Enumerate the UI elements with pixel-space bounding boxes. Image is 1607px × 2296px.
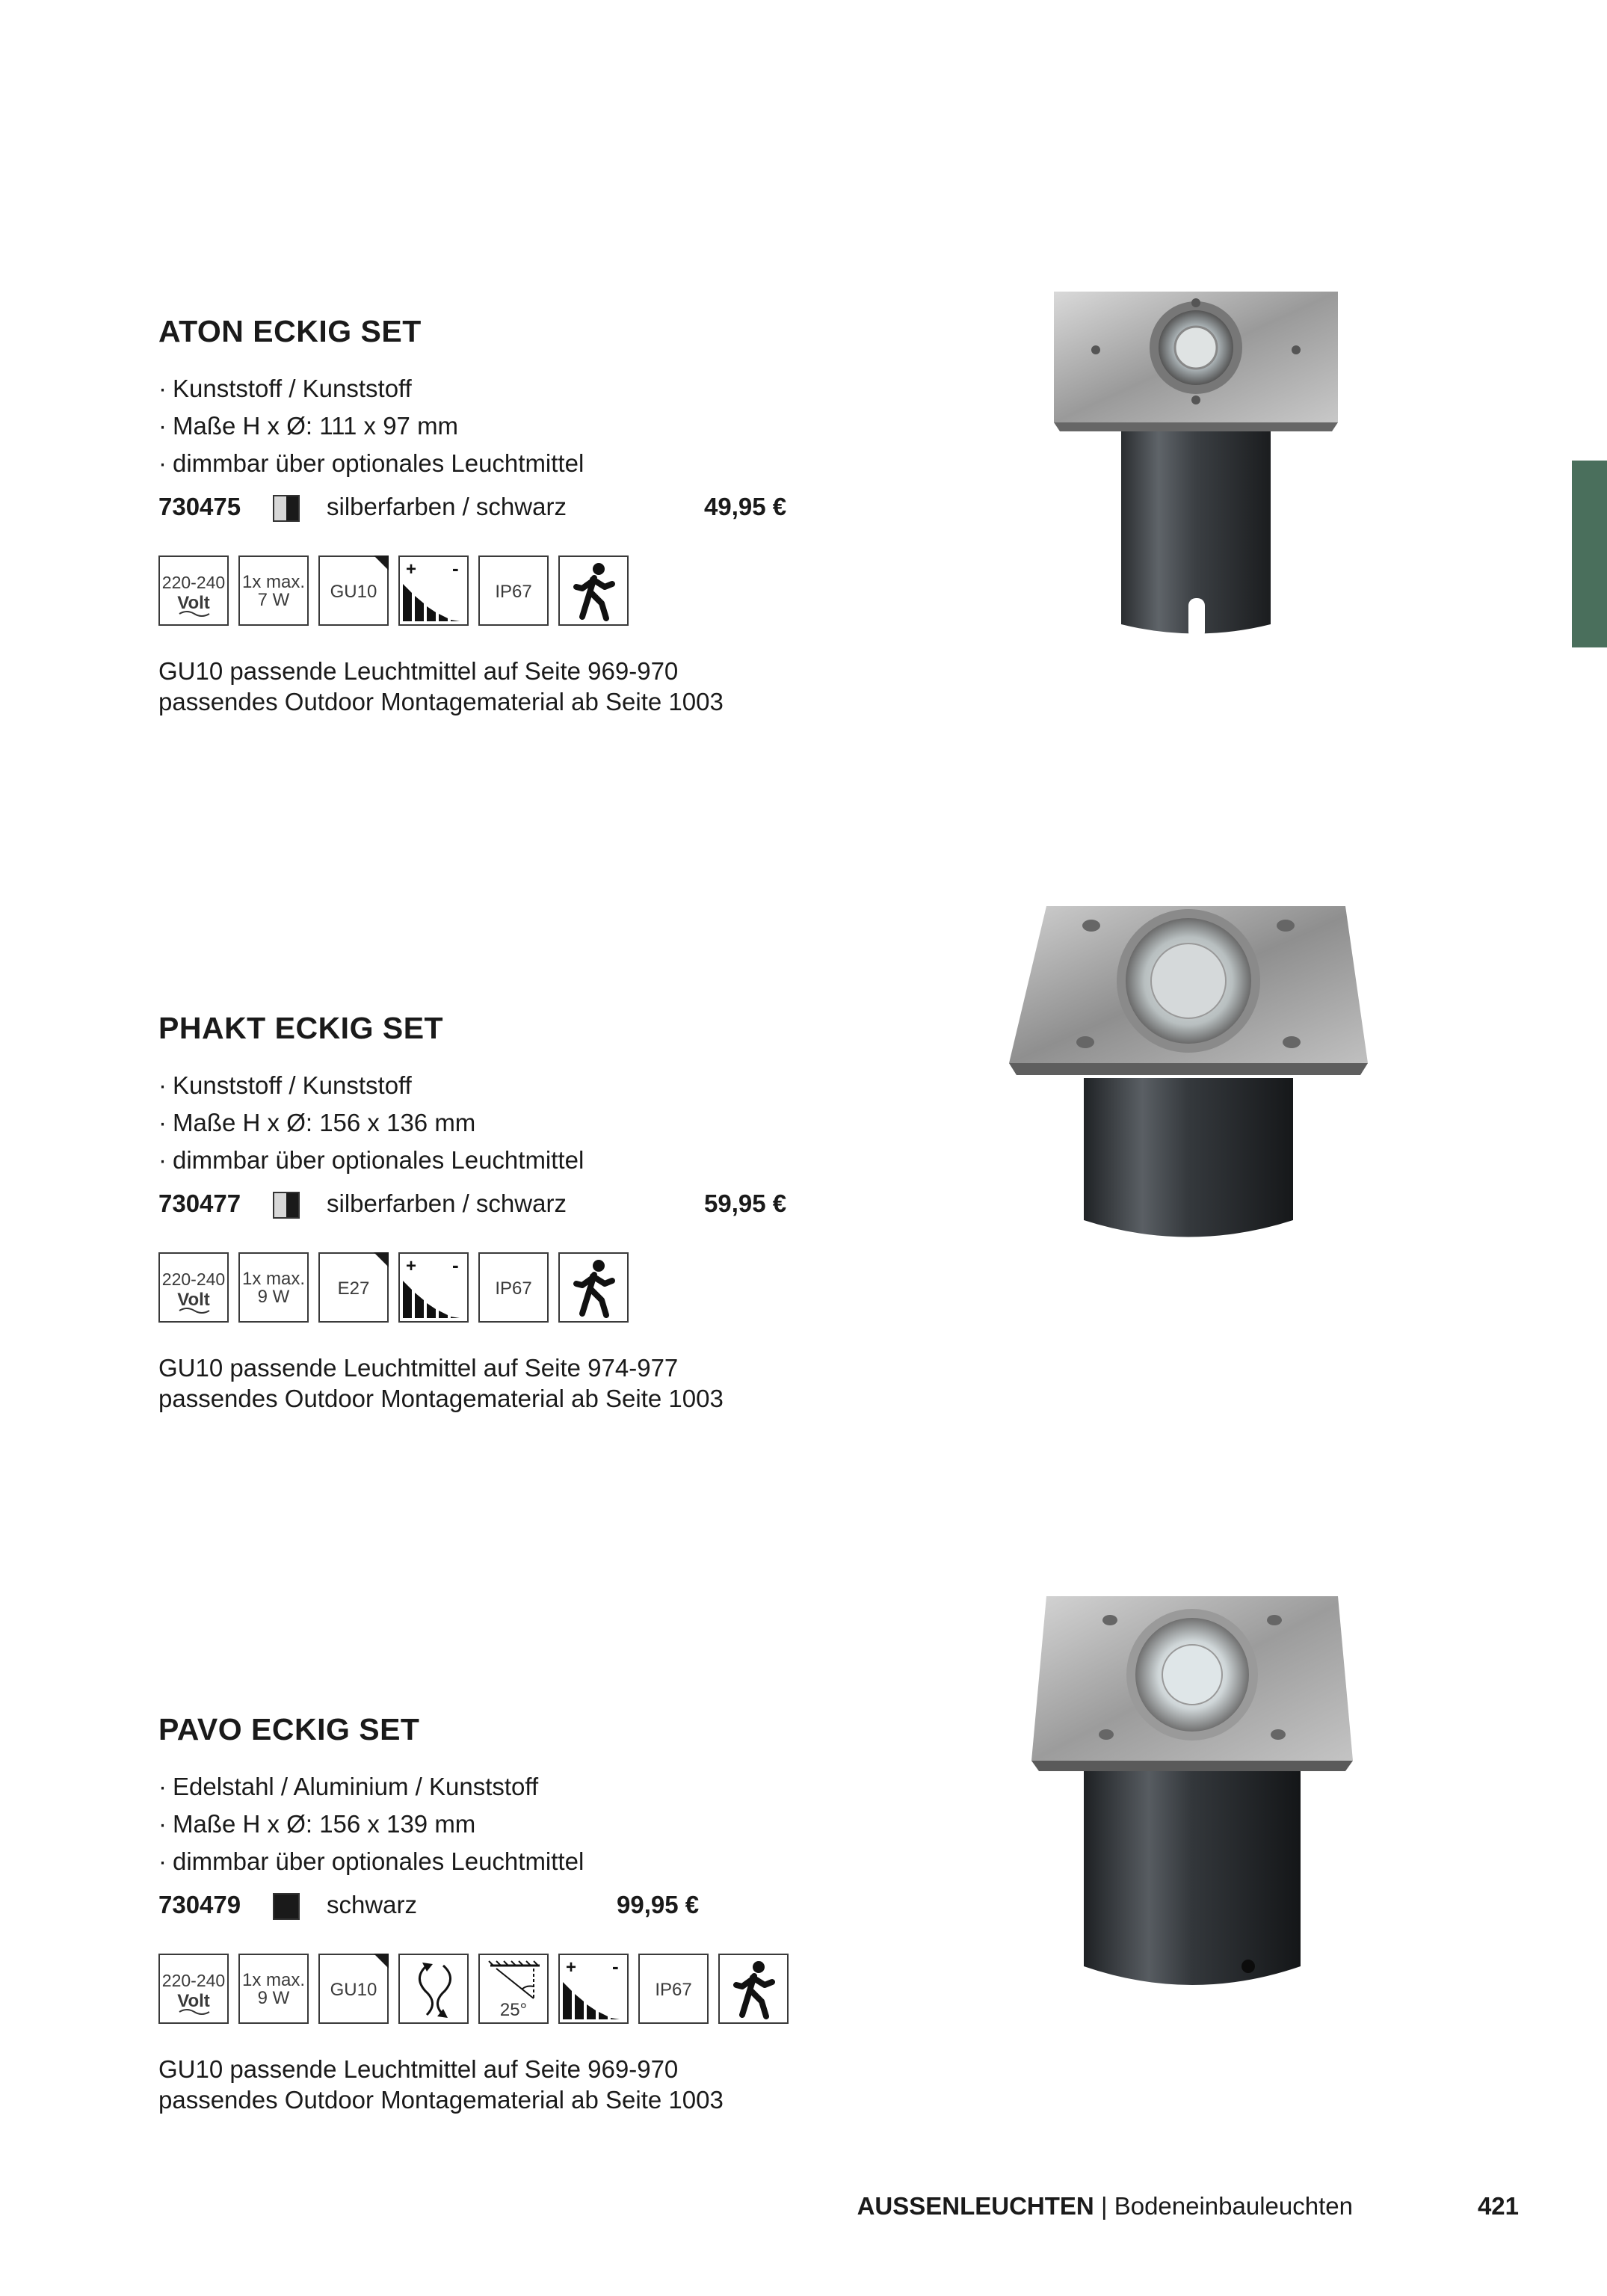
note-line: GU10 passende Leuchtmittel auf Seite 969-970 <box>158 2055 679 2083</box>
order-row <box>158 492 906 522</box>
voltage-icon: 220-240 Volt <box>158 555 229 626</box>
product-title: ATON ECKIG SET <box>158 314 422 348</box>
dimmable-icon <box>558 1954 629 2024</box>
notes <box>158 1352 724 1414</box>
walk-on-icon <box>558 555 629 626</box>
feature-list <box>158 1768 584 1880</box>
order-row <box>158 1890 906 1920</box>
footer-category: AUSSENLEUCHTEN | Bodeneinbauleuchten <box>857 2192 1353 2220</box>
dimmable-icon <box>398 555 469 626</box>
article-number: 730479 <box>158 1891 241 1918</box>
svg-text:-: - <box>612 1955 619 1978</box>
price: 99,95 € <box>617 1891 700 1918</box>
voltage-icon: 220-240 Volt <box>158 1954 229 2024</box>
note-line: passendes Outdoor Montagematerial ab Seite 1003 <box>158 688 724 715</box>
svg-text:+: + <box>406 1256 417 1276</box>
color-swatch-icon <box>273 1893 300 1920</box>
feature-item: · Maße H x Ø: 156 x 136 mm <box>158 1104 584 1142</box>
order-row <box>158 1189 906 1219</box>
notes <box>158 2054 724 2115</box>
feature-item: · Maße H x Ø: 156 x 139 mm <box>158 1806 584 1843</box>
color-name: silberfarben / schwarz <box>327 493 567 520</box>
voltage-icon: 220-240 Volt <box>158 1252 229 1323</box>
note-line: GU10 passende Leuchtmittel auf Seite 974-977 <box>158 1354 679 1382</box>
svg-text:+: + <box>566 1957 577 1978</box>
product-photo-pavo <box>1024 1589 1360 2007</box>
socket-icon: GU10 <box>318 1954 389 2024</box>
feature-list <box>158 370 584 482</box>
rotatable-icon <box>398 1954 469 2024</box>
article-number: 730477 <box>158 1189 241 1217</box>
walk-on-icon <box>558 1252 629 1323</box>
product-pavo <box>0 1712 1607 2161</box>
product-title: PAVO ECKIG SET <box>158 1712 420 1746</box>
feature-item: · Kunststoff / Kunststoff <box>158 370 584 407</box>
wattage-icon: 1x max. 9 W <box>238 1252 309 1323</box>
page-number: 421 <box>1477 2192 1519 2220</box>
svg-text:+: + <box>406 559 417 579</box>
color-name: silberfarben / schwarz <box>327 1189 567 1217</box>
product-phakt <box>0 1011 1607 1459</box>
wattage-icon: 1x max. 9 W <box>238 1954 309 2024</box>
socket-icon: E27 <box>318 1252 389 1323</box>
feature-list <box>158 1067 584 1179</box>
ip-rating-icon: IP67 <box>478 1252 549 1323</box>
feature-item: · Kunststoff / Kunststoff <box>158 1067 584 1104</box>
article-number: 730475 <box>158 493 241 520</box>
feature-item: · dimmbar über optionales Leuchtmittel <box>158 1142 584 1179</box>
product-photo-phakt <box>1002 899 1383 1250</box>
color-swatch-icon <box>273 495 300 522</box>
note-line: passendes Outdoor Montagematerial ab Seite 1003 <box>158 1385 724 1412</box>
product-photo-aton <box>1024 284 1353 658</box>
svg-text:-: - <box>452 557 459 579</box>
ip-rating-icon: IP67 <box>638 1954 709 2024</box>
color-swatch-icon <box>273 1192 300 1219</box>
feature-item: · Edelstahl / Aluminium / Kunststoff <box>158 1768 584 1806</box>
socket-icon: GU10 <box>318 555 389 626</box>
notes <box>158 656 724 717</box>
feature-item: · Maße H x Ø: 111 x 97 mm <box>158 407 584 445</box>
feature-item: · dimmbar über optionales Leuchtmittel <box>158 445 584 482</box>
ip-rating-icon: IP67 <box>478 555 549 626</box>
price: 49,95 € <box>704 493 787 520</box>
walk-on-icon <box>718 1954 789 2024</box>
feature-item: · dimmbar über optionales Leuchtmittel <box>158 1843 584 1880</box>
note-line: GU10 passende Leuchtmittel auf Seite 969-970 <box>158 657 679 685</box>
beam-angle-icon: 25° <box>478 1954 549 2024</box>
price: 59,95 € <box>704 1189 787 1217</box>
svg-text:-: - <box>452 1254 459 1276</box>
dimmable-icon <box>398 1252 469 1323</box>
product-aton <box>0 314 1607 763</box>
product-title: PHAKT ECKIG SET <box>158 1011 444 1045</box>
note-line: passendes Outdoor Montagematerial ab Seite 1003 <box>158 2086 724 2114</box>
color-name: schwarz <box>327 1891 418 1918</box>
wattage-icon: 1x max. 7 W <box>238 555 309 626</box>
page-footer <box>0 2190 1607 2223</box>
